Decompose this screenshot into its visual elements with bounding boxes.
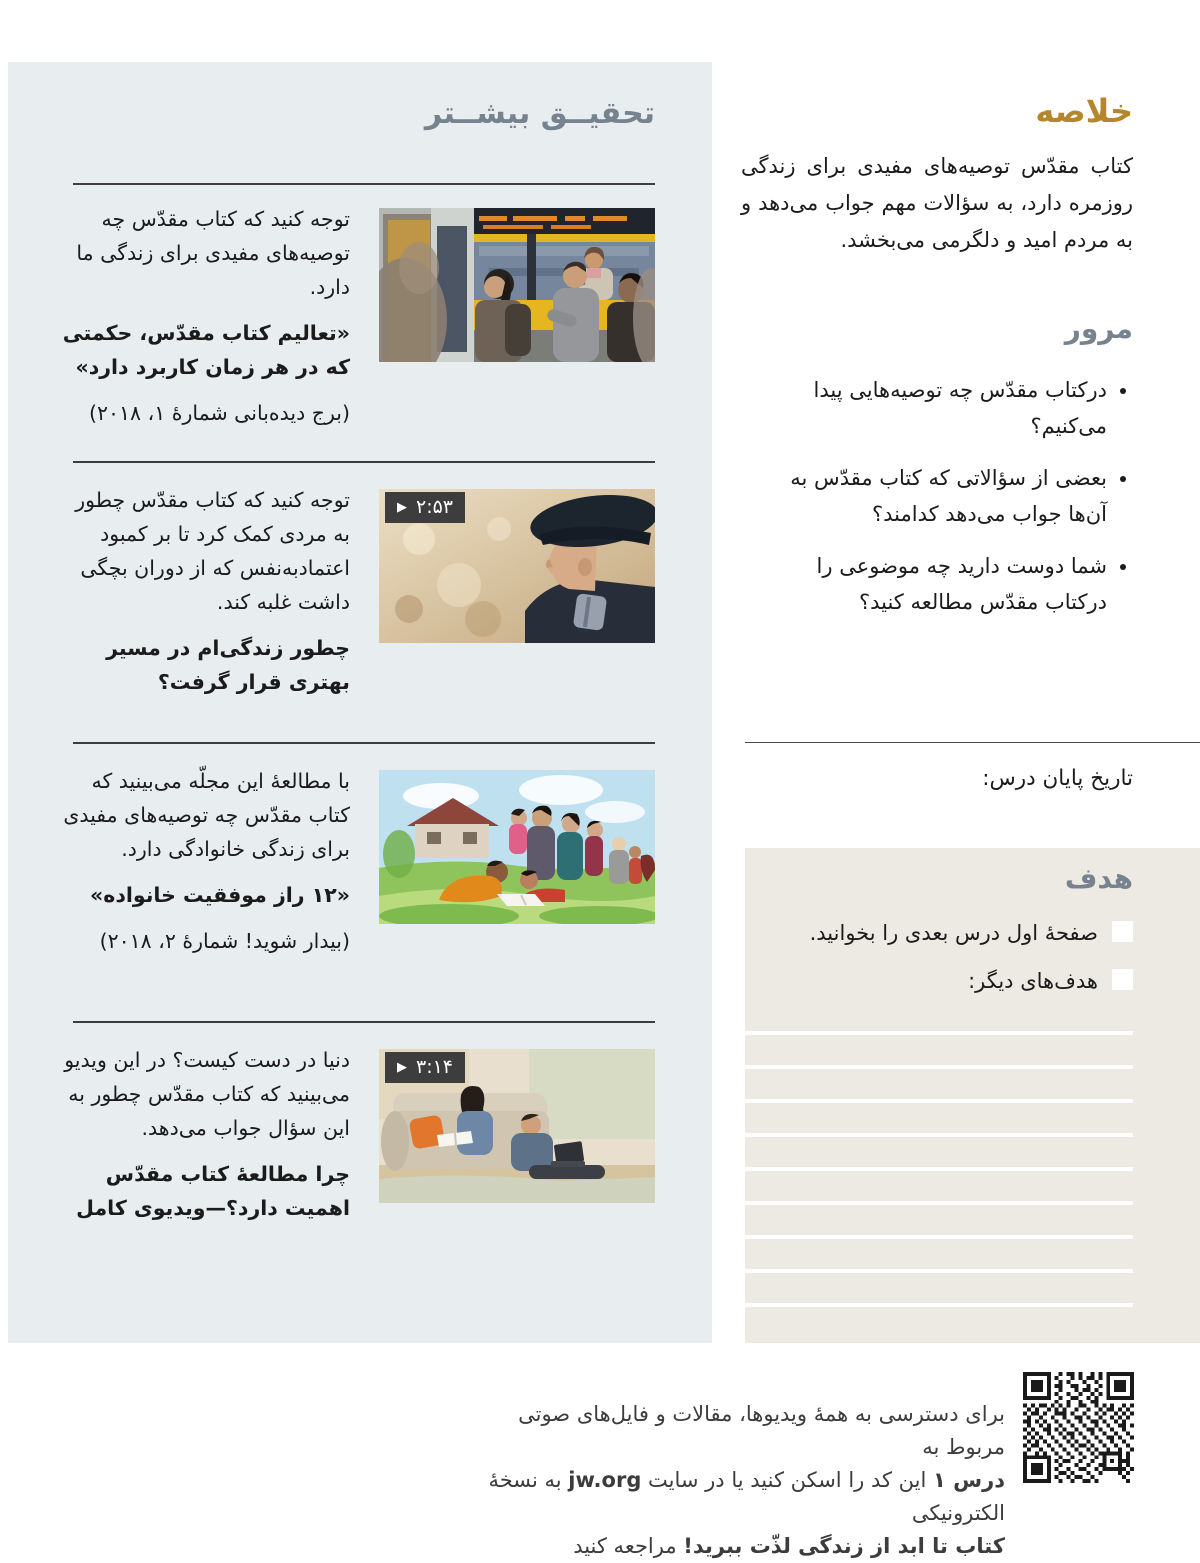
writing-line[interactable] [745,1201,1133,1205]
footer-note [460,1398,1005,1563]
video-duration: ۳:۱۴ [416,1056,454,1078]
footer-line [460,1398,1005,1464]
review-heading: مرور [1064,312,1133,345]
writing-line[interactable] [745,1167,1133,1171]
item-title[interactable]: چرا مطالعهٔ کتاب مقدّس اهمیت دارد؟—ویدیوی کامل [76,1162,350,1220]
play-icon: ▶ [397,500,407,515]
item-divider [73,742,655,744]
tram-scene-illustration [379,208,655,362]
summary-paragraph: کتاب مقدّس توصیه‌های مفیدی برای زندگی روزمره دارد، به سؤالات مهم جواب می‌دهد و به مردم امید و دلگرمی می‌بخشد. [741,154,1133,252]
item-description: توجه کنید که کتاب مقدّس چه توصیه‌های مفیدی برای زندگی ما دارد. [76,207,350,299]
goal-heading: هدف [1064,862,1133,895]
footer-text-part: برای دسترسی به همهٔ ویدیوها، مقالات و فایل‌های صوتی مربوط به [518,1402,1005,1459]
item-description: توجه کنید که کتاب مقدّس چطور به مردی کمک کرد تا بر کمبود اعتمادبه‌نفس که از دوران بچگی داشت غلبه کند. [75,488,350,614]
item-description: با مطالعهٔ این مجلّه می‌بینید که کتاب مقدّس چه توصیه‌های مفیدی برای زندگی خانوادگی دارد. [63,769,350,861]
goal-item [968,966,1133,996]
writing-line[interactable] [745,1269,1133,1273]
video-duration-badge [385,492,465,523]
writing-line[interactable] [745,1133,1133,1137]
research-heading: تحقیــق بیشــتر [424,96,655,131]
item-title[interactable]: «تعالیم کتاب مقدّس، حکمتی که در هر زمان کاربرد دارد» [62,321,350,379]
item-source: (بیدار شوید! شمارهٔ ۲، ۲۰۱۸) [99,929,350,953]
play-icon: ▶ [397,1060,407,1075]
completion-date-label: تاریخ پایان درس: [982,766,1133,791]
writing-line[interactable] [745,1065,1133,1069]
footer-text-part: به نسخهٔ الکترونیکی [488,1468,1005,1525]
goal-box [745,848,1200,1343]
section-divider [745,742,1200,743]
article-image-tram[interactable] [379,208,655,362]
article-image-family[interactable] [379,770,655,924]
research-item-text [54,1043,350,1225]
writing-line[interactable] [745,1235,1133,1239]
item-description: دنیا در دست کیست؟ در این ویدیو می‌بینید که کتاب مقدّس چطور به این سؤال جواب می‌دهد. [64,1048,350,1140]
video-duration-badge [385,1052,465,1083]
item-divider [73,183,655,185]
review-question: • شما دوست دارید چه موضوعی را درکتاب مقدّس مطالعه کنید؟ [751,548,1107,620]
research-item-text [54,202,350,430]
lesson-number: درس ۱ [933,1468,1005,1492]
qr-code-graphic [1023,1372,1134,1483]
item-source: (برج دیده‌بانی شمارهٔ ۱، ۲۰۱۸) [89,401,350,425]
item-title[interactable]: «۱۲ راز موفقیت خانواده» [89,883,350,907]
item-divider [73,1021,655,1023]
item-divider [73,461,655,463]
family-watercolor-illustration [379,770,655,924]
goal-item [810,918,1133,948]
review-questions [751,372,1133,636]
writing-line[interactable] [745,1099,1133,1103]
goal-item-label: هدف‌های دیگر: [968,969,1098,993]
review-question: • درکتاب مقدّس چه توصیه‌هایی پیدا می‌کنیم؟ [751,372,1107,444]
footer-line [460,1464,1005,1530]
writing-line[interactable] [745,1031,1133,1035]
qr-code [1023,1372,1134,1483]
book-title: کتاب تا ابد از زندگی لذّت ببرید! [683,1534,1005,1558]
checkbox[interactable] [1112,921,1133,942]
footer-text-part: مراجعه کنید [573,1534,684,1558]
research-item-text [54,764,350,958]
review-question: • بعضی از سؤالاتی که کتاب مقدّس به آن‌ها جواب می‌دهد کدامند؟ [751,460,1107,532]
video-duration: ۲:۵۳ [416,496,454,518]
goal-item-label: صفحهٔ اول درس بعدی را بخوانید. [809,921,1098,945]
video-thumbnail-beret-man[interactable] [379,489,655,643]
checkbox[interactable] [1112,969,1133,990]
research-item-text [54,483,350,699]
footer-text-part: این کد را اسکن کنید یا در سایت [641,1468,934,1492]
footer-line [460,1530,1005,1563]
writing-line[interactable] [745,1303,1133,1307]
summary-heading: خلاصه [1035,92,1133,130]
video-thumbnail-couple[interactable] [379,1049,655,1203]
research-panel [8,62,712,1343]
website-link[interactable]: jw.org [568,1468,642,1492]
item-title[interactable]: چطور زندگی‌ام در مسیر بهتری قرار گرفت؟ [106,636,350,694]
